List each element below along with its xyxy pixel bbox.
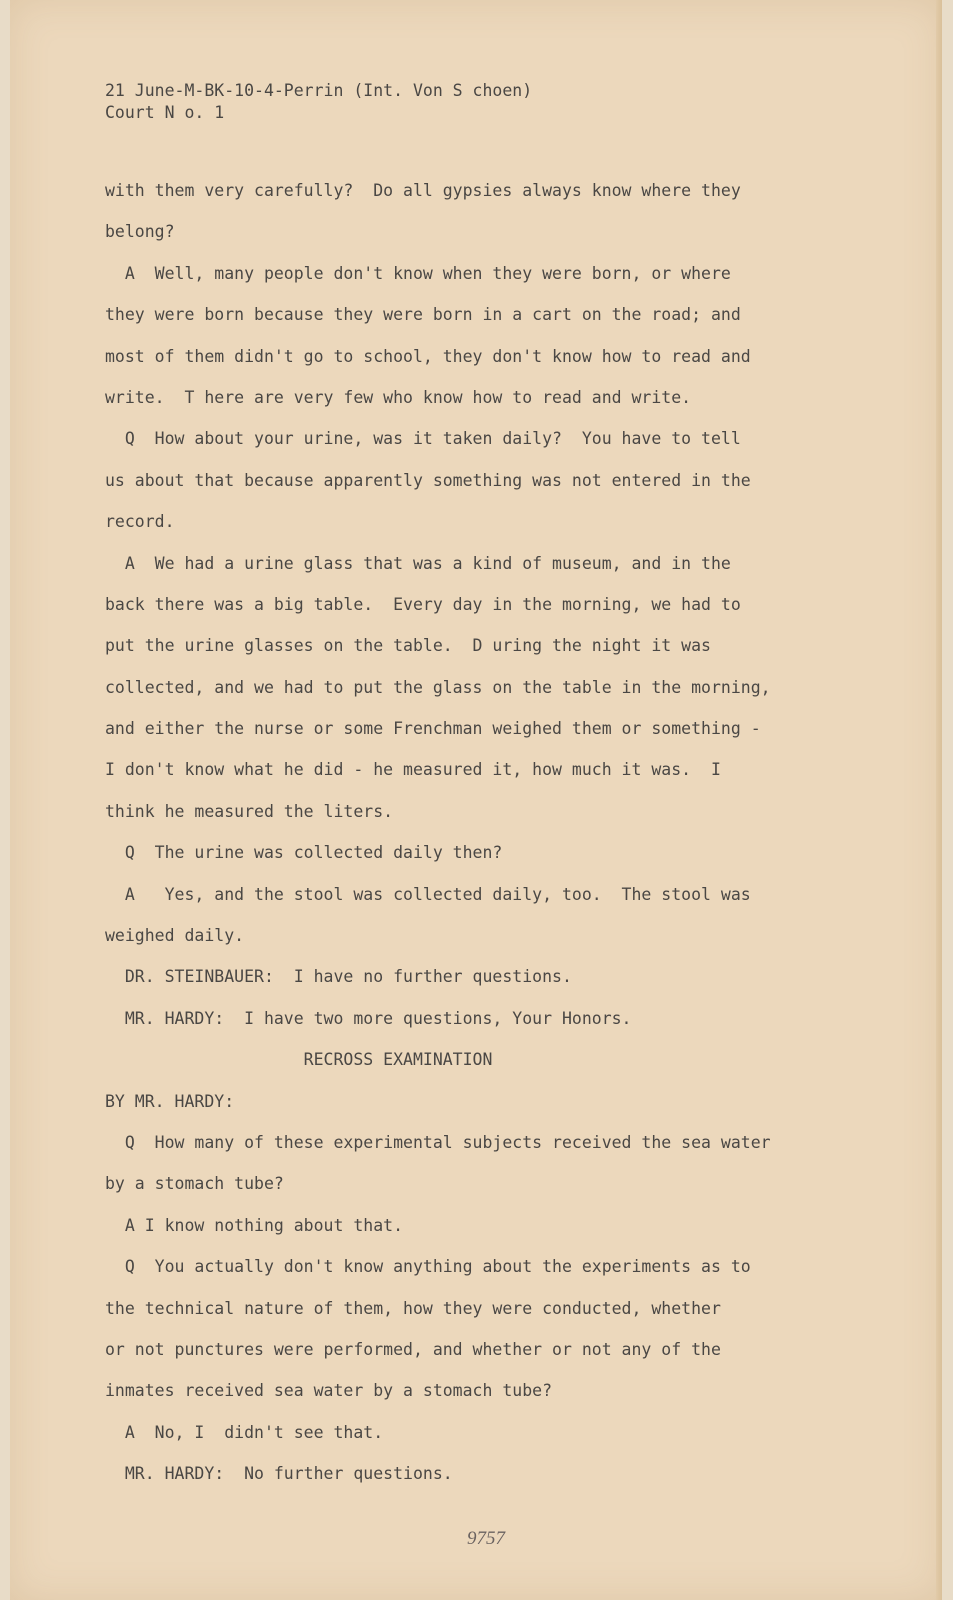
- transcript-line: they were born because they were born in a cart on the road; and: [105, 305, 741, 325]
- section-heading: RECROSS EXAMINATION: [105, 1050, 493, 1070]
- transcript-line: think he measured the liters.: [105, 801, 394, 821]
- transcript-line: Q You actually don't know anything about the experiments as to: [105, 1257, 751, 1277]
- header-line-1: 21 June-M-BK-10-4-Perrin (Int. Von S choen): [105, 81, 533, 100]
- transcript-line: BY MR. HARDY:: [105, 1091, 235, 1111]
- transcript-line: MR. HARDY: No further questions.: [105, 1464, 453, 1484]
- transcript-line: record.: [105, 512, 175, 532]
- document-page: [10, 0, 942, 1600]
- page-number: 9757: [467, 1528, 505, 1549]
- transcript-line: collected, and we had to put the glass on the table in the morning,: [105, 677, 771, 697]
- transcript-line: with them very carefully? Do all gypsies always know where they: [105, 181, 741, 200]
- transcript-line: inmates received sea water by a stomach tube?: [105, 1381, 553, 1401]
- transcript-line: belong?: [105, 222, 175, 242]
- transcript-line: A We had a urine glass that was a kind of museum, and in the: [105, 553, 731, 573]
- transcript-line: or not punctures were performed, and whether or not any of the: [105, 1339, 721, 1359]
- transcript-body: [105, 180, 805, 1505]
- transcript-line: put the urine glasses on the table. D uring the night it was: [105, 636, 711, 656]
- transcript-line: A Well, many people don't know when they were born, or where: [105, 263, 731, 283]
- header-line-2: Court N o. 1: [105, 103, 225, 122]
- document-header: [105, 80, 532, 124]
- transcript-line: and either the nurse or some Frenchman weighed them or something -: [105, 719, 761, 739]
- transcript-line: A Yes, and the stool was collected daily, too. The stool was: [105, 884, 751, 904]
- transcript-line: us about that because apparently something was not entered in the: [105, 470, 751, 490]
- transcript-line: I don't know what he did - he measured it, how much it was. I: [105, 760, 721, 780]
- transcript-line: by a stomach tube?: [105, 1174, 284, 1194]
- transcript-line: most of them didn't go to school, they don't know how to read and: [105, 346, 751, 366]
- transcript-line: A I know nothing about that.: [105, 1215, 404, 1235]
- transcript-line: back there was a big table. Every day in the morning, we had to: [105, 594, 741, 614]
- transcript-line: write. T here are very few who know how to read and write.: [105, 387, 692, 407]
- transcript-line: A No, I didn't see that.: [105, 1422, 384, 1442]
- transcript-line: MR. HARDY: I have two more questions, Your Honors.: [105, 1008, 632, 1028]
- transcript-line: Q How about your urine, was it taken daily? You have to tell: [105, 429, 741, 449]
- transcript-line: the technical nature of them, how they were conducted, whether: [105, 1298, 721, 1318]
- transcript-line: DR. STEINBAUER: I have no further questions.: [105, 967, 572, 987]
- page-edge: [936, 0, 942, 1600]
- transcript-line: Q The urine was collected daily then?: [105, 843, 503, 863]
- transcript-line: Q How many of these experimental subjects received the sea water: [105, 1132, 771, 1152]
- transcript-line: weighed daily.: [105, 926, 245, 946]
